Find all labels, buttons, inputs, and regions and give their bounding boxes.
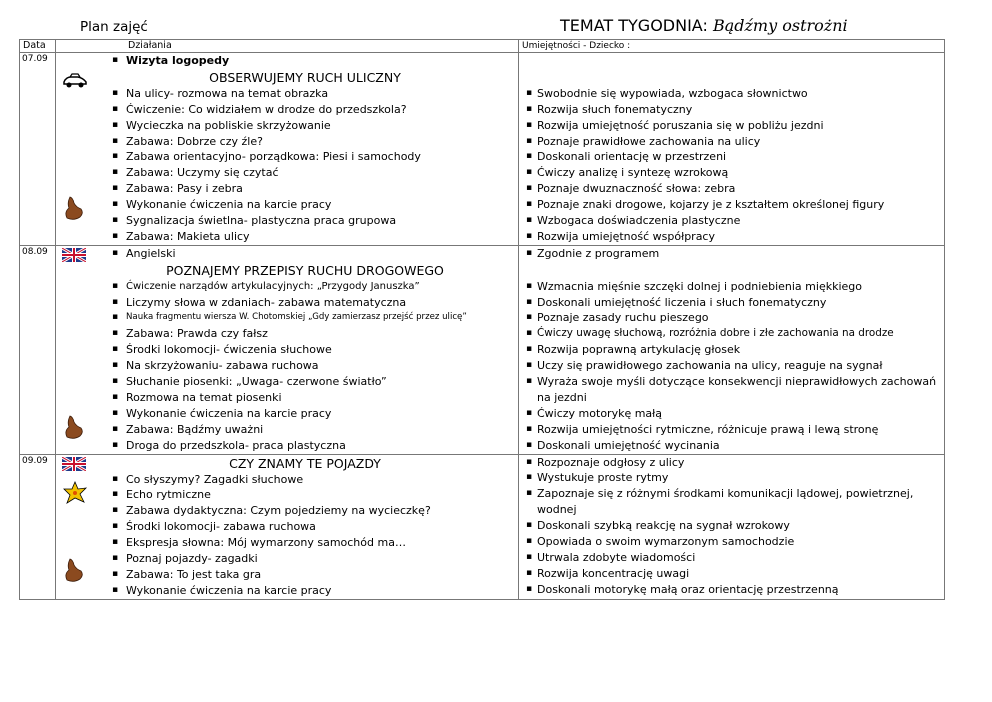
week-theme <box>560 16 848 35</box>
plan-title: Plan zajęć <box>80 19 148 35</box>
day-activities <box>56 245 519 454</box>
list-item: ▪ Środki lokomocji- ćwiczenia słuchowe <box>112 343 332 357</box>
uk-flag-icon <box>62 457 86 471</box>
skill-item: ▪ Ćwiczy motorykę małą <box>526 406 663 420</box>
skill-item: ▪ Rozwija umiejętność współpracy <box>526 229 715 243</box>
skill-item: ▪ Rozwija słuch fonematyczny <box>526 102 693 116</box>
skill-item: ▪ Poznaje zasady ruchu pieszego <box>526 311 709 325</box>
header-activities: Działania <box>56 40 519 53</box>
day-title: CZY ZNAMY TE POJAZDY <box>229 455 381 471</box>
day-row <box>20 53 945 246</box>
list-item: ▪ Zabawa: Dobrze czy źle? <box>112 134 263 148</box>
skill-item: ▪ Rozwija koncentrację uwagi <box>526 566 690 580</box>
list-item: ▪ Zabawa: Makieta ulicy <box>112 229 250 243</box>
skill-item: ▪ Rozwija poprawną artykulację głosek <box>526 343 741 357</box>
list-item: ▪ Poznaj pojazdy- zagadki <box>112 551 258 565</box>
skill-item: ▪ Utrwala zdobyte wiadomości <box>526 550 696 564</box>
list-item: ▪ Liczymy słowa w zdaniach- zabawa matematyczna <box>112 295 407 309</box>
header-skills: Umiejętności - Dziecko : <box>519 40 945 53</box>
day-skills <box>519 245 945 454</box>
skill-item: ▪ Wyraża swoje myśli dotyczące konsekwencji nieprawidłowych zachowań na jezdni <box>526 375 937 404</box>
list-item: ▪ Na skrzyżowaniu- zabawa ruchowa <box>112 359 319 373</box>
skill-item: ▪ Doskonali orientację w przestrzeni <box>526 150 727 164</box>
skill-item: ▪ Doskonali szybką reakcję na sygnał wzrokowy <box>526 519 790 533</box>
list-item: ▪ Zabawa: Uczymy się czytać <box>112 166 279 180</box>
skill-item: ▪ Rozpoznaje odgłosy z ulicy <box>526 455 685 469</box>
day-row <box>20 454 945 599</box>
list-item: ▪ Nauka fragmentu wiersza W. Chotomskiej „Gdy zamierzasz przejść przez ulicę” <box>112 312 467 323</box>
skill-item: ▪ Ćwiczy analizę i syntezę wzrokową <box>526 166 729 180</box>
day-date: 07.09 <box>20 53 56 246</box>
skill-item: ▪ Doskonali motorykę małą oraz orientację przestrzenną <box>526 582 839 596</box>
list-item: ▪ Ćwiczenie: Co widziałem w drodze do przedszkola? <box>112 102 407 116</box>
list-item: ▪ Wizyta logopedy <box>112 54 230 67</box>
day-activities <box>56 454 519 599</box>
skill-item: ▪ Rozwija umiejętności rytmiczne, różnicuje prawą i lewą stronę <box>526 422 879 436</box>
day-date: 08.09 <box>20 245 56 454</box>
skill-item: ▪ Uczy się prawidłowego zachowania na ulicy, reaguje na sygnał <box>526 359 883 373</box>
skill-item: ▪ Doskonali umiejętność liczenia i słuch fonematyczny <box>526 295 827 309</box>
skill-item: ▪ Wzmacnia mięśnie szczęki dolnej i podniebienia miękkiego <box>526 279 862 293</box>
day-activities <box>56 53 519 246</box>
table-header-row <box>20 40 945 53</box>
skill-item: ▪ Zapoznaje się z różnymi środkami komunikacji lądowej, powietrznej, wodnej <box>526 487 914 517</box>
skill-item: ▪ Zgodnie z programem <box>526 246 660 260</box>
skill-item: ▪ Opowiada o swoim wymarzonym samochodzie <box>526 534 795 548</box>
list-item: ▪ Środki lokomocji- zabawa ruchowa <box>112 520 316 534</box>
list-item: ▪ Słuchanie piosenki: „Uwaga- czerwone światło” <box>112 375 387 389</box>
list-item: ▪ Co słyszymy? Zagadki słuchowe <box>112 472 304 486</box>
day-title: POZNAJEMY PRZEPISY RUCHU DROGOWEGO <box>166 262 444 278</box>
theme-value: Bądźmy ostrożni <box>712 16 848 35</box>
list-item: ▪ Sygnalizacja świetlna- plastyczna praca grupowa <box>112 214 397 228</box>
skill-item: ▪ Wystukuje proste rytmy <box>526 471 669 485</box>
skill-item: ▪ Doskonali umiejętność wycinania <box>526 438 720 452</box>
list-item: ▪ Wykonanie ćwiczenia na karcie pracy <box>112 198 332 212</box>
day-skills <box>519 454 945 599</box>
skill-item: ▪ Ćwiczy uwagę słuchową, rozróżnia dobre i złe zachowania na drodze <box>526 327 894 340</box>
list-item: ▪ Angielski <box>112 246 176 260</box>
skill-item: ▪ Wzbogaca doświadczenia plastyczne <box>526 214 741 228</box>
plan-table <box>19 39 945 600</box>
skill-item: ▪ Swobodnie się wypowiada, wzbogaca słownictwo <box>526 86 808 100</box>
list-item: ▪ Ćwiczenie narządów artykulacyjnych: „Przygody Januszka” <box>112 280 420 292</box>
list-item: ▪ Zabawa: Bądźmy uważni <box>112 422 264 436</box>
list-item: ▪ Na ulicy- rozmowa na temat obrazka <box>112 86 329 100</box>
list-item: ▪ Zabawa: To jest taka gra <box>112 567 262 581</box>
header-date: Data <box>20 40 56 53</box>
list-item: ▪ Zabawa dydaktyczna: Czym pojedziemy na wycieczkę? <box>112 504 431 518</box>
skill-item: ▪ Poznaje prawidłowe zachowania na ulicy <box>526 134 761 148</box>
list-item: ▪ Droga do przedszkola- praca plastyczna <box>112 438 346 452</box>
skill-item: ▪ Poznaje dwuznaczność słowa: zebra <box>526 182 736 196</box>
list-item: ▪ Wykonanie ćwiczenia na karcie pracy <box>112 406 332 420</box>
day-title: OBSERWUJEMY RUCH ULICZNY <box>209 69 401 85</box>
day-date: 09.09 <box>20 454 56 599</box>
list-item: ▪ Wycieczka na pobliskie skrzyżowanie <box>112 118 331 132</box>
day-skills <box>519 53 945 246</box>
list-item: ▪ Ekspresja słowna: Mój wymarzony samochód ma… <box>112 536 406 550</box>
list-item: ▪ Echo rytmiczne <box>112 488 211 502</box>
list-item: ▪ Rozmowa na temat piosenki <box>112 390 282 404</box>
list-item: ▪ Wykonanie ćwiczenia na karcie pracy <box>112 583 332 597</box>
list-item: ▪ Zabawa: Pasy i zebra <box>112 182 243 196</box>
skill-item: ▪ Poznaje znaki drogowe, kojarzy je z kształtem określonej figury <box>526 198 885 212</box>
skill-item: ▪ Rozwija umiejętność poruszania się w pobliżu jezdni <box>526 118 824 132</box>
theme-label: TEMAT TYGODNIA: <box>560 16 708 35</box>
list-item: ▪ Zabawa orientacyjno- porządkowa: Piesi i samochody <box>112 150 421 164</box>
day-row <box>20 245 945 454</box>
list-item: ▪ Zabawa: Prawda czy fałsz <box>112 327 268 341</box>
